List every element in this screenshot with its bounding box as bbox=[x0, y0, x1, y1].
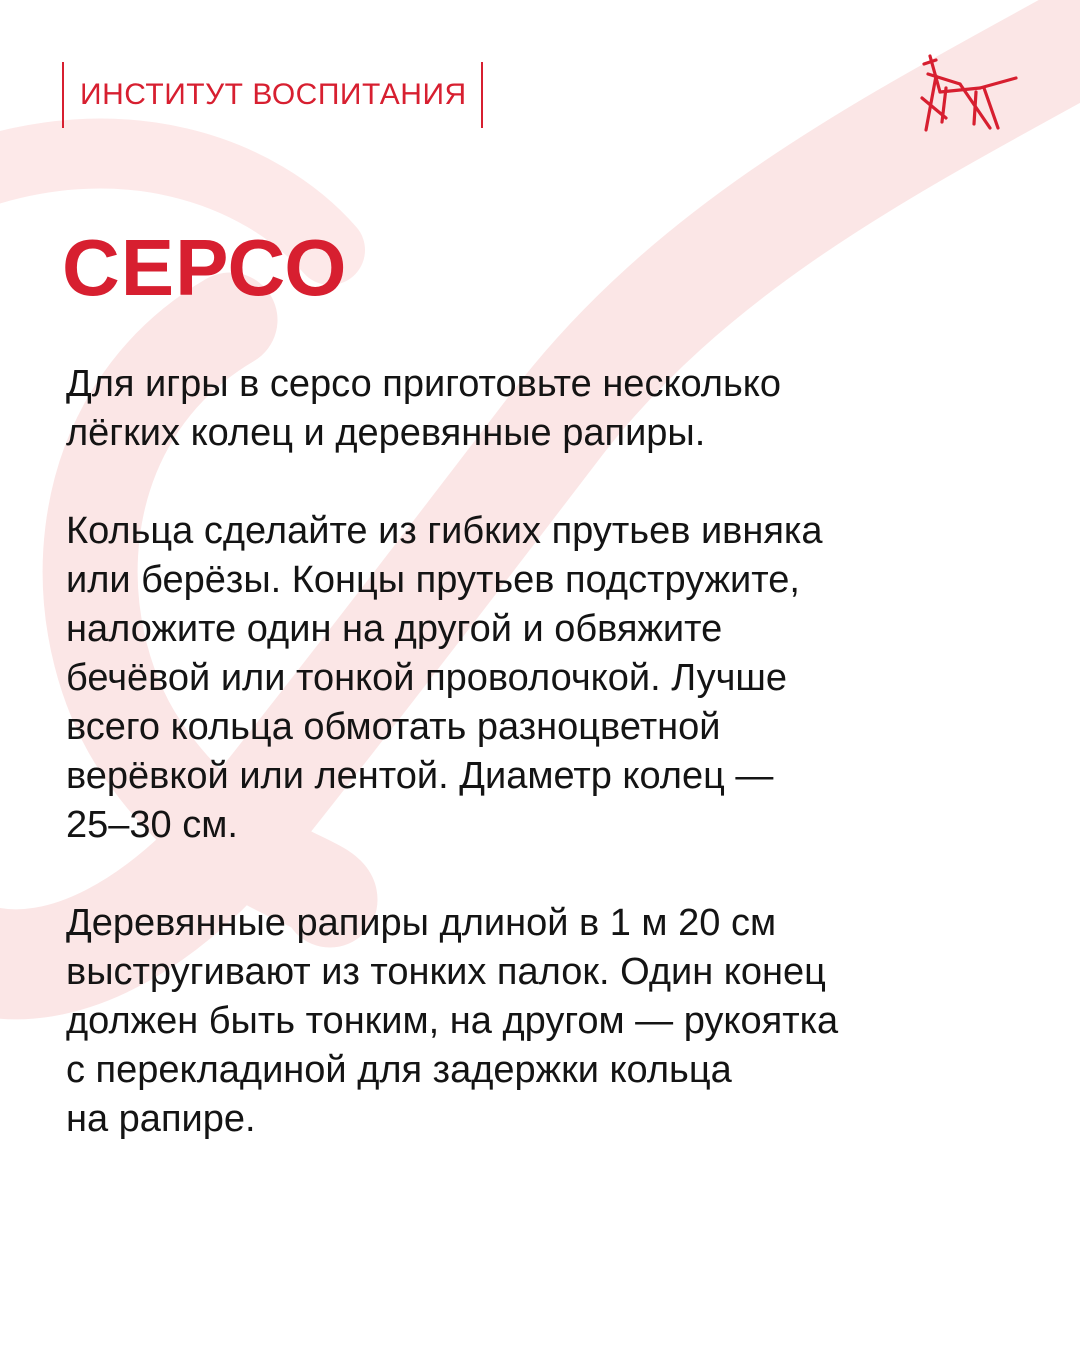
organization-name: ИНСТИТУТ ВОСПИТАНИЯ bbox=[80, 78, 467, 111]
header bbox=[62, 62, 483, 128]
header-right-divider bbox=[481, 62, 483, 128]
article-body bbox=[66, 360, 1026, 1193]
horse-logo-icon bbox=[918, 52, 1018, 134]
paragraph-intro: Для игры в серсо приготовьте несколько лёгких колец и деревянные рапиры. bbox=[66, 363, 781, 454]
page-title: СЕРСО bbox=[62, 223, 348, 312]
paragraph-rings: Кольца сделайте из гибких прутьев ивняка или берёзы. Концы прутьев подстружите, наложите один на другой и обвяжите бечёвой или тонкой проволочкой. Лучше всего кольца обмотать разноцветной верёвкой или лентой. Диаметр колец — 25–30 см. bbox=[66, 510, 823, 846]
paragraph-rapiers: Деревянные рапиры длиной в 1 м 20 см выстругивают из тонких палок. Один конец должен быть тонким, на другом — рукоятка с перекладиной для задержки кольца на рапире. bbox=[66, 902, 839, 1140]
